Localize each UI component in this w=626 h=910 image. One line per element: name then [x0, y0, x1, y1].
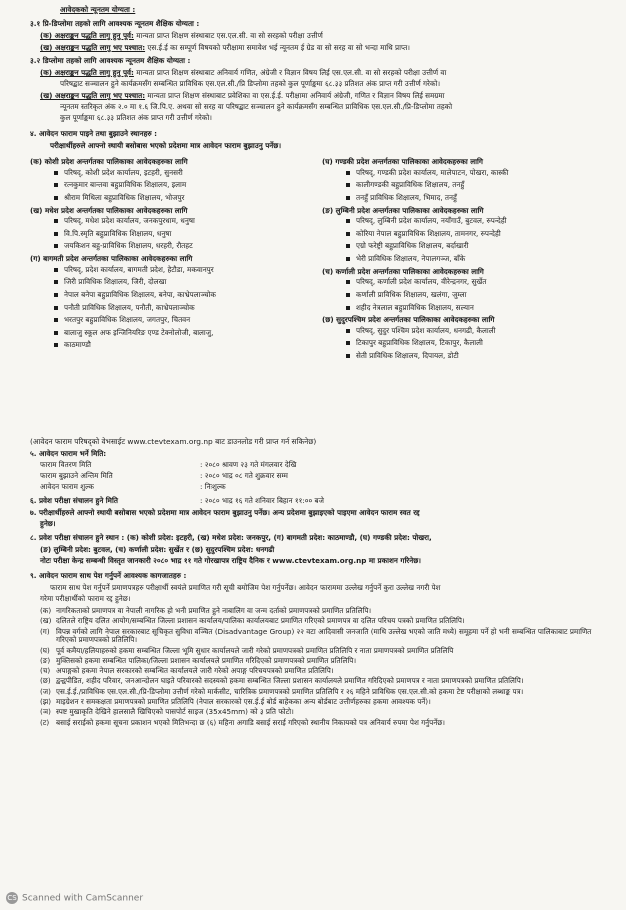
centre-name: एग्रो फरेष्ट्री बहुप्राविधिक शिक्षालय, बर्दाखारी	[356, 241, 469, 251]
centre-list-item	[30, 242, 330, 251]
province-heading: (च) कर्णाली प्रदेश अन्तर्गतका पालिकाका आवेदकहरुका लागि	[322, 266, 484, 276]
bullet-icon	[54, 196, 58, 200]
document-item-marker: (च)	[40, 666, 51, 676]
centre-list-item	[30, 230, 330, 239]
centre-name: पनौती प्राविधिक शिक्षालय, पनौती, काभ्रेपलाञ्चोक	[64, 302, 195, 312]
centre-list-item	[322, 304, 607, 313]
centre-list-item	[322, 255, 607, 264]
document-item	[40, 617, 602, 626]
application-dates-table	[40, 461, 480, 494]
bullet-icon	[54, 293, 58, 297]
centre-list-item	[322, 181, 607, 190]
province-heading: (ग) बागमती प्रदेश अन्तर्गतका पालिकाका आवेदकहरुका लागि	[30, 254, 193, 264]
download-note: (आवेदन फाराम परिषद्को वेभसाईट www.ctevtexam.org.np बाट डाउनलोड गरी प्राप्त गर्न सकिनेछ)	[30, 437, 317, 446]
bullet-icon	[346, 244, 350, 248]
section-3-1-item-ka: (क) अक्षराङ्कन पद्धति लागु हुनु पूर्व: मान्यता प्राप्त शिक्षण संस्थाबाट एस.एल.सी. वा सो सरहको परीक्षा उत्तीर्ण	[40, 31, 323, 40]
section-5-heading: ५. आवेदन फाराम भर्ने मिति:	[30, 449, 107, 458]
bullet-icon	[346, 171, 350, 175]
centre-list-item	[322, 352, 607, 361]
centre-name: कोरिया नेपाल बहुप्राविधिक शिक्षालय, तामनगर, रुपन्देही	[356, 228, 501, 238]
section-8-note: नोटः परीक्षा केन्द्र सम्बन्धी विस्तृत जानकारी २०८० भाद्र ११ गते गोरखापत्र राष्ट्रिय दैनिक र www.ctevtexam.org.np मा प्रकाशन गरिनेछ।	[40, 556, 421, 565]
centre-list-item	[30, 278, 330, 287]
centre-name: शहीद नेत्रलाल बहुप्राविधिक शिक्षालय, सल्यान	[356, 302, 474, 312]
bullet-icon	[346, 196, 350, 200]
bullet-icon	[346, 280, 350, 284]
camscanner-icon: CS	[7, 893, 17, 902]
document-item	[40, 607, 602, 616]
province-heading: (क) कोशी प्रदेश अन्तर्गतका पालिकाका आवेदकहरुका लागि	[30, 157, 188, 166]
centre-name: रत्नकुमार बान्तवा बहुप्राविधिक शिक्षालय, इलाम	[64, 180, 187, 190]
centre-name: भरतपुर बहुप्राविधिक शिक्षालय, जगतपुर, चितवन	[64, 315, 191, 325]
document-item-text: स्पष्ट मुखाकृति देखिने हालसालै खिचिएको पासपोर्ट साइज (35x45mm) को ३ प्रति फोटो।	[56, 707, 294, 717]
centre-name: परिषद्, लुम्बिनी प्रदेश कार्यालय, नयाँगाउँ, बुटवल, रुपन्देही	[356, 216, 507, 226]
centre-list-item	[322, 242, 607, 251]
bullet-icon	[54, 331, 58, 335]
centre-list-item	[30, 266, 330, 275]
section-4-subheading: परीक्षार्थीहरुले आफ्नो स्थायी बसोबास भएको प्रदेशमा मात्र आवेदन फाराम बुझाउनु पर्नेछ।	[50, 141, 282, 150]
section-3-1-item-kha: (ख) अक्षराङ्कन पद्धति लागु भए पश्चात: एस.ई.ई का सम्पूर्ण विषयको परीक्षामा समावेश भई न्यूनतम ई ग्रेड वा सो सरह वा सो भन्दा माथि प्राप्त।	[40, 43, 411, 52]
centre-list-item	[30, 316, 330, 325]
bullet-icon	[54, 183, 58, 187]
document-item-marker: (छ)	[40, 676, 51, 686]
section-3-1-heading: ३.१ प्रि-डिप्लोमा तहको लागि आवश्यक न्यूनतम शैक्षिक योग्यता :	[30, 19, 200, 28]
bullet-icon	[346, 341, 350, 345]
document-item-text: दलितले राष्ट्रिय दलित आयोग/सम्बन्धित जिल्ला प्रशासन कार्यालय/पालिका कार्यालयबाट प्रमाणित गरिएको प्रमाणपत्र वा दलित परिचय पत्रको प्रमाणित प्रतिलिपि।	[56, 616, 465, 626]
document-item-text: पूर्व कमैया/हलियाहरुको हकमा सम्बन्धित जिल्ला भूमि सुधार कार्यालयले जारी गरेको प्रमाणपत्रको प्रमाणित प्रतिलिपि र नाता प्रमाणपत्रको प्रमाणित प्रतिलिपि	[56, 645, 454, 655]
document-item-text: नागरिकताको प्रमाणपत्र वा नेपाली नागरिक हो भनी प्रमाणित हुने नाबालिग वा जन्म दर्ताको प्रमाणपत्रको प्रमाणित प्रतिलिपि।	[56, 606, 372, 615]
centre-list-item	[322, 217, 607, 226]
centre-name: बालाजु स्कूल अफ इन्जिनियरिङ एण्ड टेक्नोलोजी, बालाजु,	[64, 327, 214, 337]
bullet-icon	[54, 268, 58, 272]
bullet-icon	[54, 171, 58, 175]
centre-name: वि.पि.स्मृति बहुप्राविधिक शिक्षालय, धनुषा	[64, 228, 172, 238]
bullet-icon	[346, 293, 350, 297]
section-7-line-2: हुनेछ।	[40, 519, 56, 528]
province-heading: (ख) मधेश प्रदेश अन्तर्गतका पालिकाका आवेदकहरुका लागि	[30, 205, 188, 215]
centre-list-item	[322, 169, 607, 178]
centre-name: परिषद्, कर्णाली प्रदेश कार्यालय, वीरेन्द्रनगर, सुर्खेत	[356, 277, 487, 287]
section-3-2-item-ka: (क) अक्षराङ्कन पद्धति लागु हुनु पूर्व: मान्यता प्राप्त शिक्षण संस्थाबाट अनिवार्य गणित, अंग्रेजी र विज्ञान विषय लिई एस.एल.सी. वा सो सरहको परीक्षा उत्तीर्ण वा	[40, 68, 447, 77]
bullet-icon	[54, 244, 58, 248]
province-centres	[30, 157, 605, 397]
section-3-2-item-ka-line-2: परिषद्बाट सञ्चालन हुने कार्यक्रमसँग सम्बन्धित प्राविधिक एस.एल.सी./प्रि डिप्लोमा तहको कुल पूर्णाङ्कमा ६८.३३ प्रतिशत अंक प्राप्त गरी उत्तीर्ण गरेको।	[60, 79, 441, 88]
section-6-exam-date-value: : २०८० भाद्र १६ गते शनिवार बिहान ११:०० बजे	[200, 496, 324, 505]
centre-name: श्रीराम मिथिला बहुप्राविधिक शिक्षालय, भोजपुर	[64, 192, 185, 202]
centre-name: परिषद्, सुदुर पश्चिम प्रदेश कार्यालय, धनगढी, कैलाली	[356, 325, 496, 335]
centre-name: परिषद्, कोशी प्रदेश कार्यालय, इटहरी, सुनसरी	[64, 167, 183, 177]
centre-name: नेपाल बनेपा बहुप्राविधिक शिक्षालय, बनेपा, काभ्रेपलाञ्चोक	[64, 289, 216, 299]
centre-list-item	[30, 329, 330, 338]
bullet-icon	[346, 232, 350, 236]
centre-list-item	[30, 217, 330, 226]
centre-list-item	[30, 304, 330, 313]
centre-name: कर्णाली प्राविधिक शिक्षालय, खलंगा, जुम्ला	[356, 289, 467, 299]
document-item	[40, 667, 602, 676]
document-item-marker: (ख)	[40, 616, 52, 626]
bullet-icon	[346, 306, 350, 310]
document-item	[40, 677, 602, 686]
document-item-text: द्वन्द्वपीडित, शहीद परिवार, जनआन्दोलन घाइते परिवारको सदस्यको हकमा सम्बन्धित जिल्ला प्रशासन कार्यालयले प्रमाणित गरिदिएको प्रमाणपत्र र नाता प्रमाणपत्रको प्रमाणित प्रतिलिपि।	[56, 676, 524, 686]
document-item-marker: (ट)	[40, 717, 50, 727]
document-item	[40, 657, 602, 666]
section-3-2-item-kha-line-3: कुल पूर्णाङ्कमा ६८.३३ प्रतिशत अंक प्राप्त गरी उत्तीर्ण गरेको।	[60, 113, 212, 122]
document-item-marker: (झ)	[40, 697, 52, 707]
centre-name: तनहुँ प्राविधिक शिक्षालय, भिमाद, तनहुँ	[356, 192, 457, 202]
bullet-icon	[54, 219, 58, 223]
centre-list-item	[322, 194, 607, 203]
document-item-marker: (ग)	[40, 626, 50, 636]
centre-name: टिकापुर बहुप्राविधिक शिक्षालय, टिकापुर, कैलाली	[356, 338, 483, 348]
centre-list-item	[322, 230, 607, 239]
date-row: फाराम बुझाउने अन्तिम मिति : २०८० भाद्र ०८ गते शुक्रवार सम्म	[40, 471, 288, 480]
bullet-icon	[346, 329, 350, 333]
centre-list-item	[30, 341, 330, 350]
bullet-icon	[54, 318, 58, 322]
centre-name: कालीगण्डकी बहुप्राविधिक शिक्षालय, तनहुँ	[356, 180, 465, 190]
document-item	[40, 628, 602, 646]
section-8-line-1: ८. प्रवेश परीक्षा संचालन हुने स्थान : (क) कोशी प्रदेश: इटहरी, (ख) मधेश प्रदेश: जनकपुर, (ग) बागमती प्रदेश: काठमाण्डौ, (घ) गण्डकी प्रदेश: पोखरा,	[30, 533, 432, 542]
section-7-line-1: ७. परीक्षार्थीहरुले आफ्नो स्थायी बसोबास भएको प्रदेशमा मात्र आवेदन फाराम बुझाउनु पर्नेछ। अन्य प्रदेशमा बुझाइएको पाइएमा आवेदन फाराम स्वत रद्द	[30, 508, 420, 517]
date-row: आवेदन फाराम शुल्क : निःशुल्क	[40, 482, 226, 491]
document-item-text: अपाङ्गको हकमा नेपाल सरकारको सम्बन्धित कार्यालयले जारी गरेको अपाङ्ग परिचयपत्रको प्रमाणित प्रतिलिपि।	[56, 666, 334, 676]
centre-list-item	[30, 181, 330, 190]
centre-list-item	[322, 291, 607, 300]
bullet-icon	[346, 183, 350, 187]
document-item-marker: (ज)	[40, 686, 51, 696]
document-item-text: एस.ई.ई./प्राविधिक एस.एल.सी./प्रि-डिप्लोमा उत्तीर्ण गरेको मार्कसीट, चारित्रिक प्रमाणपत्रको प्रमाणित प्रतिलिपि र २६ महिने प्राविधिक एस.एल.सी.को हकमा टेष्ट परीक्षाको लब्धाङ्क पत्र।	[56, 686, 524, 696]
section-3-title: आवेदकको न्यूनतम योग्यता :	[60, 5, 136, 14]
centre-name: परिषद्, गण्डकी प्रदेश कार्यालय, मालेपाटन, पोखरा, कास्की	[356, 167, 509, 177]
province-column-left	[30, 157, 330, 354]
section-3-2-item-kha-line-2: न्यूनतम स्तरिकृत अंक २.० मा १.६ जि.पि.ए. अथवा सो सरह वा परिषद्बाट सञ्चालन हुने कार्यक्रमसँग सम्बन्धित प्राविधिक एस.एल.सी./प्रि-डिप्लोमा तहको	[60, 102, 453, 111]
date-row: फाराम वितरण मिति : २०८० श्रावण २३ गते मंगलवार देखि	[40, 460, 297, 469]
centre-list-item	[30, 169, 330, 178]
bullet-icon	[54, 280, 58, 284]
centre-list-item	[322, 327, 607, 336]
centre-name: परिषद्, मधेश प्रदेश कार्यालय, जनकपुरधाम, धनुषा	[64, 216, 195, 226]
section-3-2-item-kha: (ख) अक्षराङ्कन पद्धति लागु भए पश्चात: मान्यता प्राप्त शिक्षण संस्थाबाट प्रवेशिका वा एस.ई.ई. परीक्षामा अनिवार्य अंग्रेजी, गणित र विज्ञान विषय लिई समग्रमा	[40, 91, 445, 100]
centre-name: काठमाण्डौ	[64, 340, 91, 350]
bullet-icon	[346, 257, 350, 261]
section-8-line-2: (ङ) लुम्बिनी प्रदेश: बुटवल, (च) कर्णाली प्रदेश: सुर्खेत र (छ) सुदुरपश्चिम प्रदेश: धनगढी	[40, 545, 275, 554]
document-item-marker: (क)	[40, 606, 52, 615]
centre-name: भेरी प्राविधिक शिक्षालय, नेपालगञ्ज, बाँके	[356, 254, 466, 264]
document-item-marker: (घ)	[40, 645, 50, 655]
province-heading: (छ) सुदुरपश्चिम प्रदेश अन्तर्गतका पालिकाका आवेदकहरुका लागि	[322, 315, 495, 325]
scanner-watermark: CS Scanned with CamScanner	[7, 893, 144, 904]
bullet-icon	[346, 219, 350, 223]
required-documents-list	[40, 607, 602, 729]
bullet-icon	[54, 232, 58, 236]
province-column-right	[322, 157, 607, 365]
document-item-text: विपन्न वर्गको लागि नेपाल सरकारबाट सूचिकृत सुविधा वञ्चित (Disadvantage Group) २२ वटा आदिवासी जनजाति (माथि उल्लेख भएको जाति मध्ये) समूहमा पर्ने हो भनी सम्बन्धित पालिकाबाट प्रमाणित गरिएको प्रमाणपत्रको प्रतिलिपि।	[56, 626, 592, 645]
province-heading: (घ) गण्डकी प्रदेश अन्तर्गतका पालिकाका आवेदकहरुका लागि	[322, 157, 483, 166]
document-item-marker: (ङ)	[40, 655, 51, 665]
centre-name: परिषद्, प्रदेश कार्यालय, बागमती प्रदेश, हेटौडा, मकवानपुर	[64, 264, 214, 274]
centre-name: जिरी प्राविधिक शिक्षालय, जिरी, दोलखा	[64, 277, 167, 287]
centre-list-item	[322, 339, 607, 348]
section-6-exam-date-label: ६. प्रवेश परीक्षा संचालन हुने मिति	[30, 496, 118, 505]
bullet-icon	[54, 306, 58, 310]
centre-name: सेती प्राविधिक शिक्षालय, दिपायल, डोटी	[356, 351, 459, 361]
centre-list-item	[30, 194, 330, 203]
document-item	[40, 688, 602, 697]
section-4-heading: ४. आवेदन फाराम पाइने तथा बुझाउने स्थानहरु :	[30, 129, 158, 138]
document-item	[40, 708, 602, 717]
bullet-icon	[346, 354, 350, 358]
centre-list-item	[322, 278, 607, 287]
document-item-marker: (ञ)	[40, 707, 51, 717]
document-item	[40, 719, 602, 728]
centre-name: जयकिशन बहु-प्राविधिक शिक्षालय, धरहरी, रौतहट	[64, 241, 193, 251]
province-heading: (ङ) लुम्बिनी प्रदेश अन्तर्गतका पालिकाका आवेदकहरुका लागि	[322, 205, 484, 215]
document-item-text: बसाई सराईको हकमा सूचना प्रकाशन भएको मितिभन्दा छ (६) महिना अगाडि बसाई सराई गरिएको स्थानीय निकायको पत्र अनिवार्य रुपमा पेश गर्नुपर्नेछ।	[56, 717, 445, 727]
document-item	[40, 698, 602, 707]
document-item	[40, 647, 602, 656]
centre-list-item	[30, 291, 330, 300]
section-3-2-heading: ३.२ डिप्लोमा तहको लागि आवश्यक न्यूनतम शैक्षिक योग्यता :	[30, 56, 191, 65]
document-item-text: मुक्तिसको हकमा सम्बन्धित पालिका/जिल्ला प्रशासन कार्यालयले प्रमाणित गरिदिएको प्रमाणपत्रको प्रमाणित प्रतिलिपि।	[56, 655, 357, 665]
document-item-text: माइग्रेशन र समकक्षता प्रमाणपत्रको प्रमाणित प्रतिलिपि (नेपाल सरकारको एस.ई.ई बोर्ड बाहेकका अन्य बोर्डबाट उत्तीर्णहरुका हकमा आवश्यक पर्ने)।	[56, 697, 431, 707]
section-9-intro-line-2: गरेमा परीक्षार्थीको फाराम रद्द हुनेछ।	[40, 594, 131, 603]
section-9-intro-line-1: फाराम साथ पेश गर्नुपर्ने प्रमाणपत्रहरु परीक्षार्थी स्वयंले प्रमाणित गरी सूची बमोजिम पेश गर्नुपर्नेछ। आवेदन फाराममा उल्लेख गर्नुपर्ने कुरा उल्लेख नगरी पेश	[50, 583, 441, 592]
section-9-heading: ९. आवेदन फाराम साथ पेश गर्नुपर्ने आवश्यक कागजातहरु :	[30, 571, 187, 580]
bullet-icon	[54, 343, 58, 347]
